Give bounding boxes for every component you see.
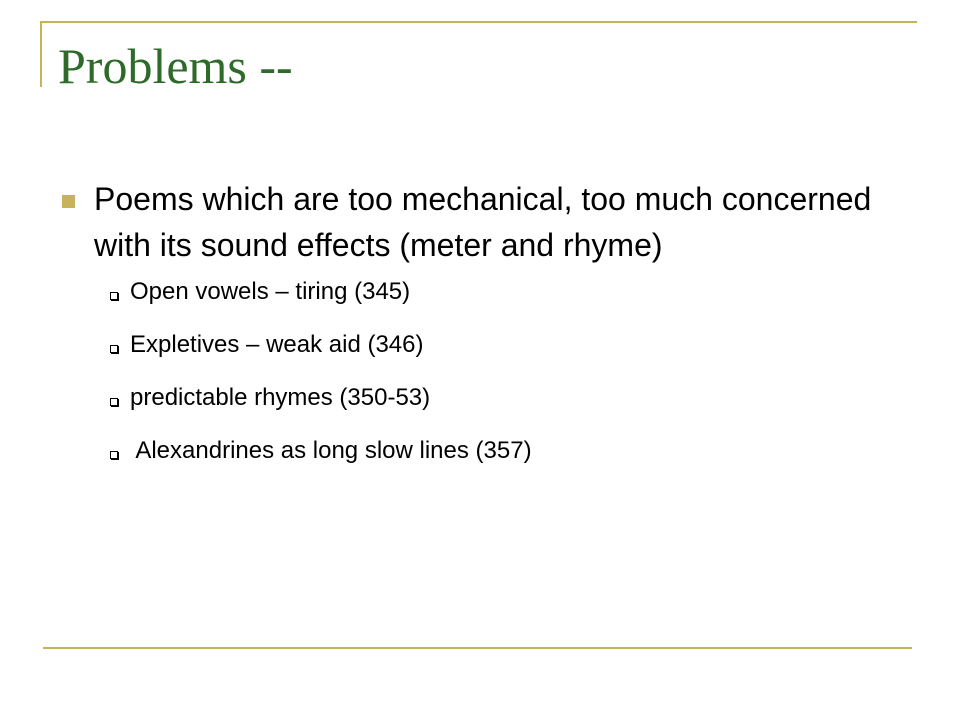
hollow-square-bullet-icon — [110, 451, 118, 459]
sub-bullet-item — [110, 384, 880, 412]
hollow-square-bullet-icon — [110, 292, 118, 300]
sub-bullet-text: Open vowels – tiring (345) — [130, 278, 411, 305]
top-divider-line — [40, 21, 917, 23]
sub-bullet-item — [110, 437, 880, 465]
sub-bullet-item — [110, 278, 880, 306]
left-divider-line — [40, 21, 42, 87]
main-bullet — [60, 176, 884, 268]
bottom-divider-line — [43, 647, 912, 649]
slide-title: Problems -- — [58, 38, 293, 94]
sub-bullet-text: Alexandrines as long slow lines (357) — [130, 437, 532, 464]
sub-bullet-text: Expletives – weak aid (346) — [130, 331, 424, 358]
slide-content — [60, 176, 880, 490]
sub-bullet-list — [60, 278, 880, 465]
sub-bullet-item — [110, 331, 880, 359]
main-bullet-text: Poems which are too mechanical, too much concerned with its sound effects (meter and rhyme) — [94, 181, 872, 263]
square-bullet-icon — [62, 195, 75, 208]
hollow-square-bullet-icon — [110, 345, 118, 353]
sub-bullet-text: predictable rhymes (350-53) — [130, 384, 431, 411]
hollow-square-bullet-icon — [110, 398, 118, 406]
